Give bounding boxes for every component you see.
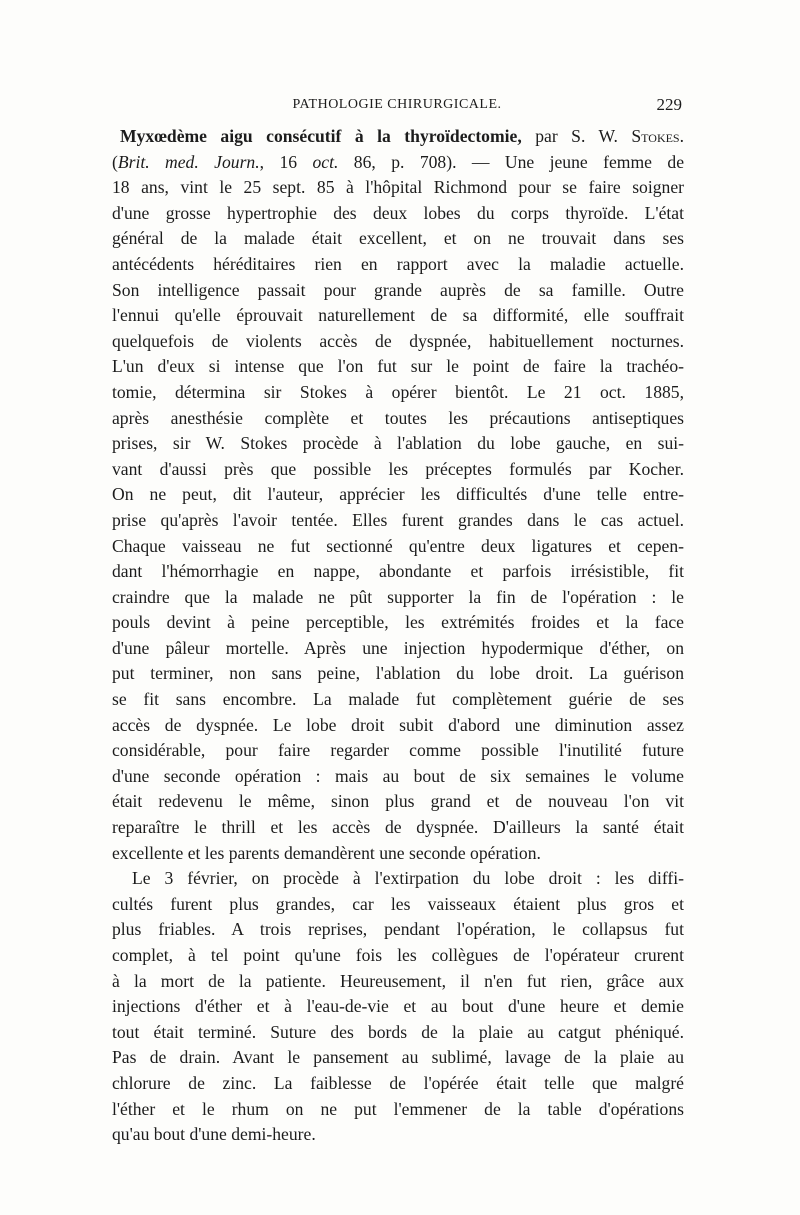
citation-mid: , 16 — [259, 151, 298, 172]
text-line: reparaître le thrill et les accès de dyspnée. D'ailleurs la santé était — [112, 817, 684, 838]
text-line: l'ennui qu'elle éprouvait naturellement de sa difformité, elle souffrait — [112, 305, 684, 326]
text-line: se fit sans encombre. La malade fut complètement guérie de ses — [112, 689, 684, 710]
text-line: tomie, détermina sir Stokes à opérer bientôt. Le 21 oct. 1885, — [112, 381, 684, 402]
page-number: 229 — [656, 95, 682, 114]
running-title: PATHOLOGIE CHIRURGICALE. — [292, 97, 502, 112]
text-line: craindre que la malade ne pût supporter la fin de l'opération : le — [112, 586, 684, 607]
text-line: L'un d'eux si intense que l'on fut sur le point de faire la trachéo- — [112, 356, 684, 377]
citation-line — [112, 150, 684, 176]
citation-month: oct. — [312, 151, 339, 172]
text-line: considérable, pour faire regarder comme possible l'inutilité future — [112, 740, 684, 761]
author-suffix: . — [679, 126, 685, 146]
text-line: complet, à tel point qu'une fois les collègues de l'opérateur crurent — [112, 945, 684, 965]
text-line: cultés furent plus grandes, car les vaisseaux étaient plus gros et — [112, 893, 684, 914]
text-line: put terminer, non sans peine, l'ablation du lobe droit. La guérison — [112, 663, 684, 684]
citation-rest: 86, p. 708). — Une jeune femme de — [353, 151, 684, 172]
text-line: qu'au bout d'une demi-heure. — [112, 1124, 316, 1145]
text-line: excellente et les parents demandèrent une seconde opération. — [112, 842, 541, 863]
running-head — [112, 95, 682, 117]
text-line: était redevenu le même, sinon plus grand et de nouveau l'on vit — [112, 791, 684, 812]
text-line: général de la malade était excellent, et on ne trouvait dans ses — [112, 228, 684, 249]
author-prefix: par S. W. — [535, 126, 618, 146]
text-line: quelquefois de violents accès de dyspnée, habituellement nocturnes. — [112, 330, 684, 351]
text-line: accès de dyspnée. Le lobe droit subit d'abord une diminution assez — [112, 714, 684, 735]
text-line: On ne peut, dit l'auteur, apprécier les difficultés d'une telle entre- — [112, 484, 684, 505]
text-line: dant l'hémorrhagie en nappe, abondante et parfois irrésistible, fit — [112, 561, 684, 582]
text-line: vant d'aussi près que possible les préceptes formulés par Kocher. — [112, 458, 684, 479]
text-line: 18 ans, vint le 25 sept. 85 à l'hôpital Richmond pour se faire soigner — [112, 177, 684, 198]
text-line: après anesthésie complète et toutes les précautions antiseptiques — [112, 407, 684, 428]
text-line: plus friables. A trois reprises, pendant l'opération, le collapsus fut — [112, 919, 684, 940]
text-line: tout était terminé. Suture des bords de la plaie au catgut phéniqué. — [112, 1021, 684, 1042]
text-line: pouls devint à peine perceptible, les extrémités froides et la face — [112, 612, 684, 633]
text-line: Pas de drain. Avant le pansement au sublimé, lavage de la plaie au — [112, 1047, 684, 1068]
text-line: d'une seconde opération : mais au bout de six semaines le volume — [112, 765, 684, 786]
paragraph-start-line: Le 3 février, on procède à l'extirpation du lobe droit : les diffi- — [132, 868, 684, 889]
text-line: l'éther et le rhum on ne put l'emmener de la table d'opérations — [112, 1098, 684, 1119]
article-title: Myxœdème aigu consécutif à la thyroïdectomie, — [120, 126, 522, 146]
text-line: prises, sir W. Stokes procède à l'ablation du lobe gauche, en sui- — [112, 433, 684, 454]
text-line: d'une pâleur mortelle. Après une injection hypodermique d'éther, on — [112, 637, 684, 658]
article-body — [112, 124, 684, 1148]
text-line: Chaque vaisseau ne fut sectionné qu'entre deux ligatures et cepen- — [112, 535, 684, 556]
text-line: Son intelligence passait pour grande auprès de sa famille. Outre — [112, 279, 684, 300]
text-line: à la mort de la patiente. Heureusement, il n'en fut rien, grâce aux — [112, 970, 684, 991]
article-title-line — [112, 124, 684, 150]
text-line: d'une grosse hypertrophie des deux lobes du corps thyroïde. L'état — [112, 202, 684, 223]
journal-name: Brit. med. Journ. — [117, 151, 260, 172]
author-name: Stokes — [631, 126, 680, 146]
text-line: chlorure de zinc. La faiblesse de l'opérée était telle que malgré — [112, 1072, 684, 1093]
text-line: injections d'éther et à l'eau-de-vie et au bout d'une heure et demie — [112, 996, 684, 1017]
text-line: prise qu'après l'avoir tentée. Elles furent grandes dans le cas actuel. — [112, 509, 684, 530]
citation-open: ( — [112, 151, 118, 172]
text-line: antécédents héréditaires rien en rapport avec la maladie actuelle. — [112, 253, 684, 274]
